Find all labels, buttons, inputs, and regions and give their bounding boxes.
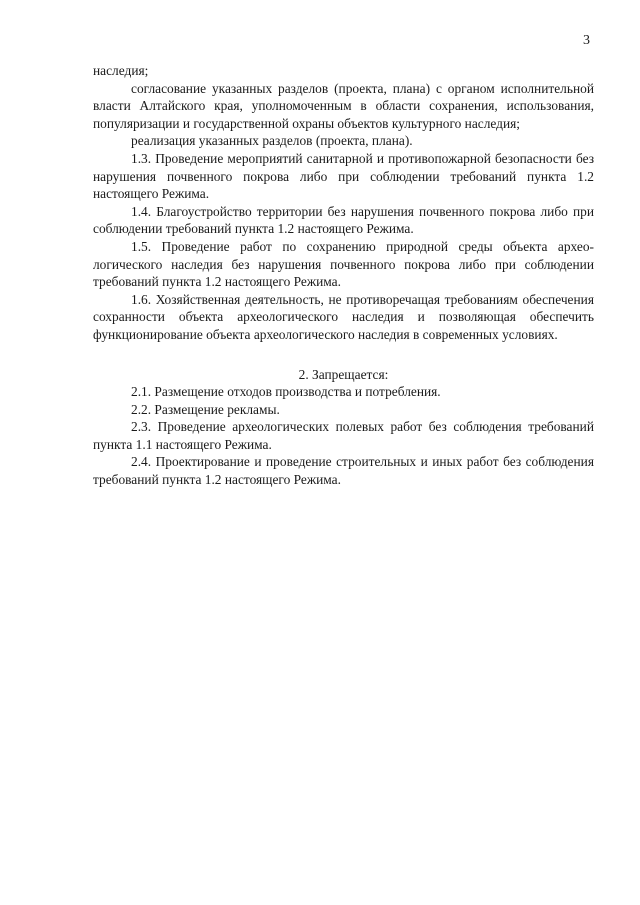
- paragraph-1-5: 1.5. Проведение работ по сохранению природной среды объекта археологического наследия без нарушения почвенного покрова либо при соблюдении требований пункта 1.2 настоящего Режима.: [93, 238, 594, 290]
- paragraph-1-3: 1.3. Проведение мероприятий санитарной и противопожарной безопасности без нарушения почвенного покрова либо при соблюдении требований пункта 1.2 настоящего Режима.: [93, 150, 594, 202]
- paragraph: реализация указанных разделов (проекта, плана).: [131, 133, 413, 149]
- paragraph-2-4: 2.4. Проектирование и проведение строительных и иных работ без соблюдения требований пункта 1.2 настоящего Режима.: [93, 454, 594, 488]
- paragraph-2-3: 2.3. Проведение археологических полевых работ без соблюдения требований пункта 1.1 настоящего Режима.: [93, 419, 594, 452]
- page-number: 3: [583, 33, 590, 48]
- section-heading: 2. Запрещается:: [298, 366, 389, 382]
- paragraph-2-2: 2.2. Размещение рекламы.: [131, 401, 280, 417]
- paragraph-1-6: 1.6. Хозяйственная деятельность, не противоречащая требованиям обеспечения сохранности объекта археологического наследия и позволяющая обеспечить функционирование объекта археологического наследия в современных условиях.: [93, 291, 594, 342]
- paragraph: согласование указанных разделов (проекта, плана) с органом исполнительной власти Алтайского края, уполномоченным в области сохранения, использования, популяризации и государственной охраны объектов культурного наследия;: [93, 80, 594, 131]
- paragraph-2-1: 2.1. Размещение отходов производства и потребления.: [131, 384, 441, 400]
- paragraph: наследия;: [93, 63, 149, 78]
- document-body: [93, 62, 594, 489]
- paragraph-1-4: 1.4. Благоустройство территории без нарушения почвенного покрова либо при соблюдении требований пункта 1.2 настоящего Режима.: [93, 203, 594, 237]
